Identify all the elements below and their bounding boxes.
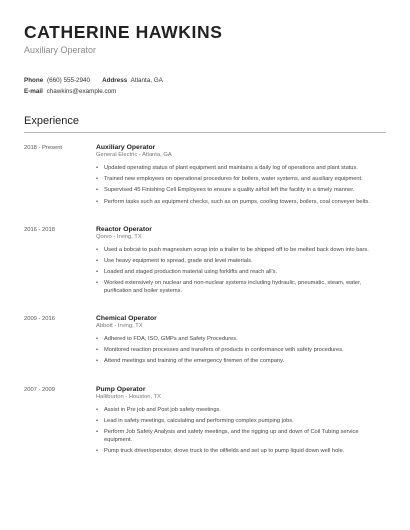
job-entry <box>24 144 386 210</box>
job-subtitle: Auxiliary Operator <box>24 45 97 55</box>
contact-block <box>24 75 386 97</box>
job-dates: 2007 - 2009 <box>24 386 55 393</box>
job-bullet: • Trained new employees on operational procedures for boilers, water systems, and auxiliary equipment. <box>96 176 386 184</box>
job-details <box>96 226 386 299</box>
address-entry <box>102 75 163 86</box>
address-value: Atlanta, GA <box>130 77 163 84</box>
phone-value: (660) 555-2940 <box>47 77 91 84</box>
email-entry <box>24 86 116 97</box>
job-company: General Electric - Atlanta, GA <box>96 152 172 158</box>
job-bullet: • Used a bobcat to push magnesium scrap into a trailer to be shipped off to be melted back down into bars. <box>96 247 386 255</box>
job-bullet: • Monitored reaction processes and transfers of products in conformance with safety procedures. <box>96 347 386 355</box>
job-bullet: • Perform tasks such as equipment checks, such as on pumps, cooling towers, boilers, coal conveyer belts. <box>96 199 386 207</box>
job-details <box>96 144 386 210</box>
job-bullets <box>96 165 386 206</box>
job-bullet: • Worked extensively on nuclear and non-nuclear systems including hydraulic, pneumatic, steam, water, purification and boiler systems. <box>96 280 386 295</box>
job-bullets <box>96 336 386 366</box>
candidate-name: CATHERINE HAWKINS <box>24 22 223 42</box>
job-entry <box>24 386 386 459</box>
experience-heading: Experience <box>24 115 386 133</box>
job-dates: 2009 - 2016 <box>24 316 55 323</box>
job-bullets <box>96 247 386 296</box>
job-bullet: • Perform Job Safety Analysis and safety meetings, and the rigging up and down of Coil Tubing service equipment. <box>96 429 386 444</box>
job-bullet: • Assist in Pre job and Post job safety meetings. <box>96 407 386 415</box>
job-bullets <box>96 407 386 456</box>
address-label: Address <box>102 77 128 84</box>
job-bullet: • Loaded and staged production material using forklifts and reach all's. <box>96 269 386 277</box>
job-bullet: • Updated operating status of plant equipment and maintains a daily log of operations and plant status. <box>96 165 386 173</box>
job-title: Pump Operator <box>96 385 146 393</box>
job-dates: 2016 - 2018 <box>24 226 55 233</box>
job-title: Chemical Operator <box>96 315 157 323</box>
email-value: chawkins@example.com <box>46 88 117 95</box>
job-details <box>96 315 386 370</box>
job-bullet: • Pump truck driver/operator, drove truck to the oilfields and set up to pump liquid down well hole. <box>96 448 386 456</box>
job-details <box>96 386 386 459</box>
job-company: Qorvo - Irving, TX <box>96 233 142 240</box>
email-label: E-mail <box>24 88 43 95</box>
job-bullet: • Lead in safety meetings, calculating and performing complex pumping jobs. <box>96 418 386 426</box>
job-company: Abbott - Irving, TX <box>96 323 143 330</box>
job-bullet: • Use heavy equipment to spread, grade and level materials. <box>96 258 386 266</box>
phone-label: Phone <box>24 77 44 84</box>
job-dates: 2018 - Present <box>24 145 63 151</box>
job-entry <box>24 315 386 370</box>
job-company: Halliburton - Houston, TX <box>96 393 161 400</box>
job-bullet: • Supervised 45 Finishing Cell Employees to ensure a quality airfoil left the facility in a timely manner. <box>96 187 386 195</box>
job-bullet: • Attend meetings and training of the emergency firemen of the company. <box>96 358 386 366</box>
job-title: Reactor Operator <box>96 225 152 233</box>
phone-entry <box>24 75 90 86</box>
job-entry <box>24 226 386 299</box>
job-bullet: • Adhered to FDA, ISO, GMPs and Safety Procedures. <box>96 336 386 344</box>
job-title: Auxiliary Operator <box>96 144 156 151</box>
